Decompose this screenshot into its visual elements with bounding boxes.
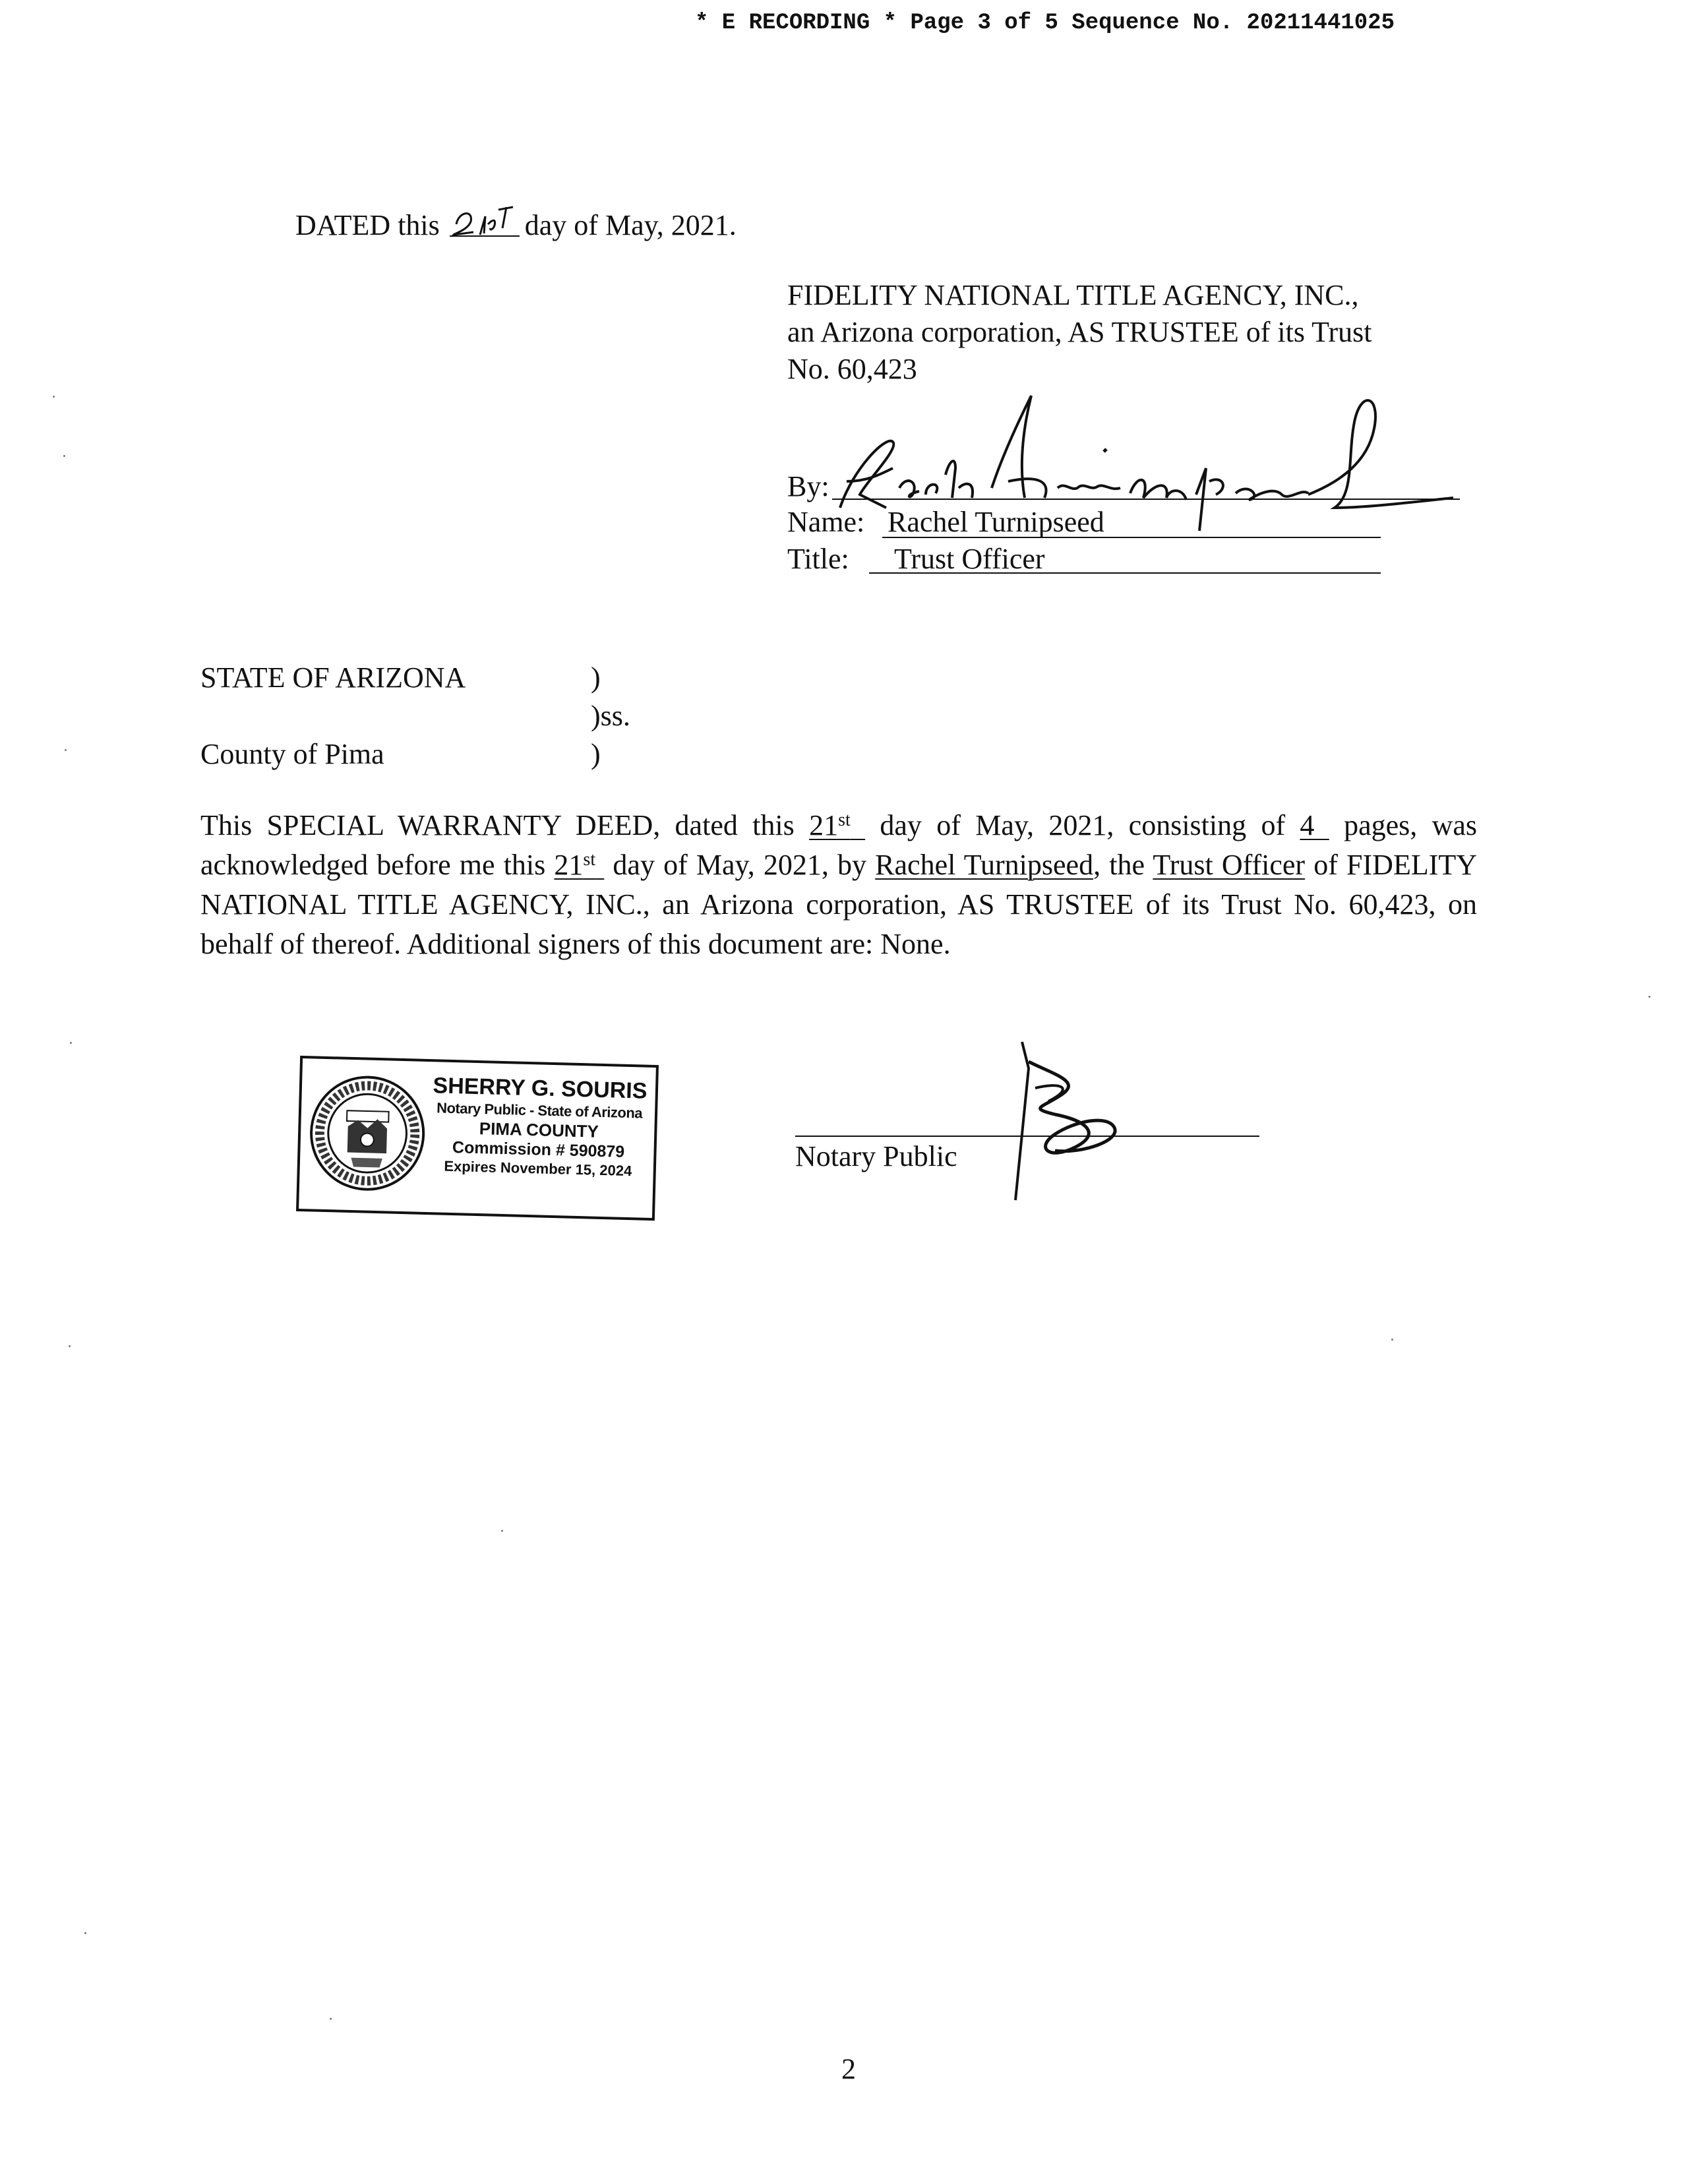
stamp-line-2: Notary Public - State of Arizona	[436, 1099, 643, 1122]
dated-line	[295, 207, 737, 244]
stamp-name: SHERRY G. SOURIS	[433, 1073, 648, 1104]
name-value: Rachel Turnipseed	[888, 506, 1104, 538]
venue-paren-bottom: )	[591, 738, 601, 770]
stamp-county: PIMA COUNTY	[479, 1118, 599, 1141]
scan-speck	[501, 1530, 503, 1532]
title-label: Title:	[787, 543, 849, 575]
venue-state: STATE OF ARIZONA	[200, 661, 466, 694]
ack-text-4: day of May, 2021, by	[604, 849, 876, 881]
scan-speck	[53, 396, 55, 398]
notary-signature-icon	[1002, 1035, 1147, 1207]
dated-prefix: DATED this	[295, 209, 440, 241]
ack-signer: Rachel Turnipseed	[875, 849, 1094, 881]
notary-signature-line	[795, 1136, 1259, 1137]
stamp-commission: Commission # 590879	[452, 1138, 625, 1161]
scan-speck	[69, 1345, 71, 1347]
name-label: Name:	[787, 506, 865, 538]
notary-public-label: Notary Public	[795, 1140, 957, 1172]
dated-suffix: day of May, 2021.	[524, 209, 737, 241]
acknowledgment-paragraph	[200, 806, 1477, 964]
stamp-expires: Expires November 15, 2024	[444, 1157, 632, 1180]
scan-speck	[330, 2018, 332, 2020]
ack-text-5: , the	[1093, 849, 1153, 881]
ack-text-6: of FIDELITY NATIONAL TITLE AGENCY, INC., an Arizona corporation, AS TRUSTEE of its Trust No. 60,423, on behalf of thereof. Additional signers of this document are: None.	[200, 849, 1478, 960]
venue-ss: )ss.	[591, 700, 630, 732]
title-value: Trust Officer	[894, 543, 1045, 575]
ack-text-1: This SPECIAL WARRANTY DEED, dated this	[200, 809, 810, 841]
venue-county: County of Pima	[200, 738, 384, 770]
venue-paren-top: )	[591, 661, 601, 694]
ack-text-3: pages, was acknowledged before me this	[200, 809, 1478, 881]
by-label: By:	[787, 470, 829, 502]
handwritten-day-icon	[447, 202, 525, 241]
name-underline	[882, 537, 1381, 538]
ack-text-2: day of May, 2021, consisting of	[865, 809, 1300, 841]
trustee-line-2: an Arizona corporation, AS TRUSTEE of its Trust	[787, 316, 1372, 348]
title-underline	[869, 572, 1381, 574]
scan-speck	[70, 1042, 72, 1044]
scan-speck	[65, 749, 67, 751]
scan-speck	[84, 1932, 86, 1934]
notary-stamp	[296, 1056, 659, 1221]
page-number: 2	[841, 2053, 856, 2085]
scan-speck	[1648, 996, 1650, 998]
ack-day-2: 21st	[554, 849, 596, 881]
trustee-line-3: No. 60,423	[787, 353, 917, 385]
recording-header: * E RECORDING * Page 3 of 5 Sequence No. 20211441025	[695, 11, 1395, 36]
scan-speck	[63, 455, 65, 457]
ack-pages: 4	[1300, 809, 1315, 841]
ack-day-1: 21st	[809, 809, 851, 841]
arizona-state-seal-icon	[307, 1073, 428, 1194]
scan-speck	[1391, 1339, 1393, 1341]
trustee-line-1: FIDELITY NATIONAL TITLE AGENCY, INC.,	[787, 279, 1359, 311]
dated-day-handwritten	[447, 212, 525, 239]
ack-signer-title: Trust Officer	[1153, 849, 1306, 881]
